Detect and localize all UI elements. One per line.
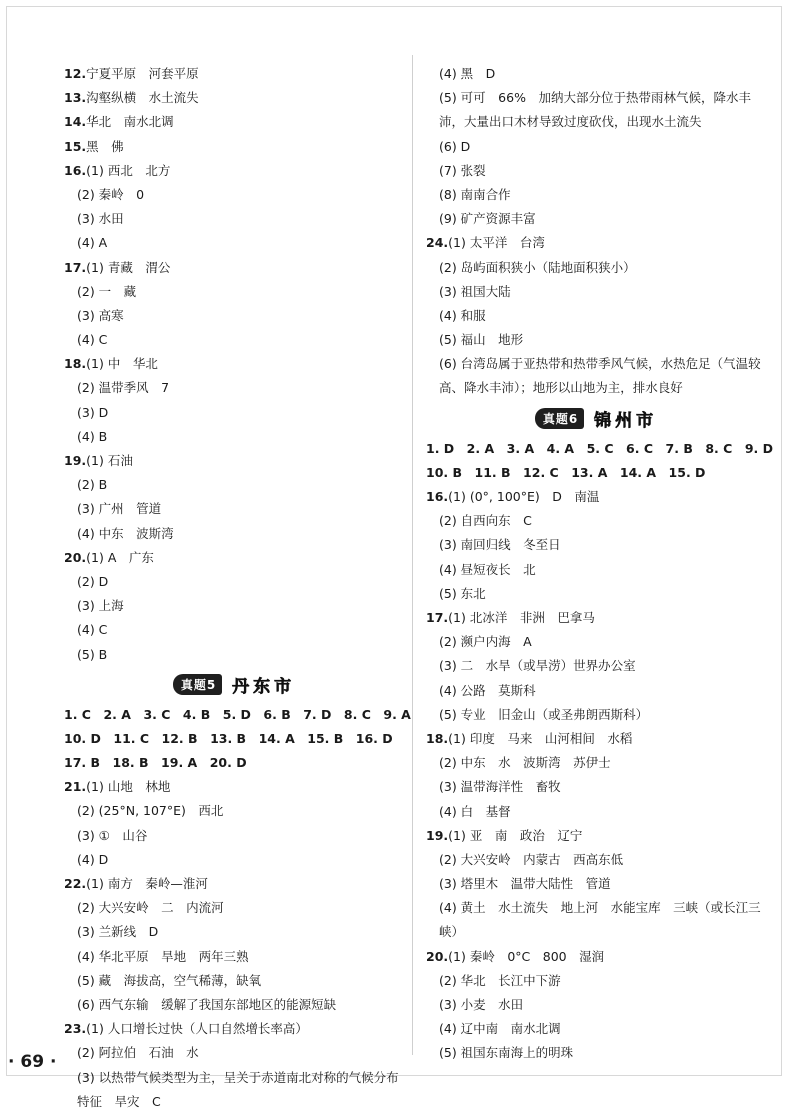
answer-line [426, 993, 766, 1017]
answer-text: (1) 人口增长过快（人口自然增长率高） [86, 1021, 308, 1037]
answer-line [64, 207, 404, 231]
answer-text: 10. B 11. B 12. C 13. A 14. A 15. D [426, 464, 706, 480]
answer-line [426, 703, 766, 727]
answer-text: 华北 南水北调 [86, 114, 174, 130]
question-number: 17. [426, 610, 449, 625]
answer-text: 10. D 11. C 12. B 13. B 14. A 15. B 16. D [64, 730, 393, 746]
answer-text: (2) 秦岭 0 [77, 186, 145, 202]
answer-text: (1) 北冰洋 非洲 巴拿马 [448, 610, 595, 625]
answer-line [426, 969, 766, 993]
answer-line [64, 256, 404, 280]
answer-line [64, 872, 404, 896]
answer-line [426, 183, 766, 207]
answer-line [64, 1041, 404, 1065]
answer-text: (4) 昼短夜长 北 [439, 561, 536, 577]
answer-text: (3) 兰新线 D [77, 924, 159, 940]
answer-text: (3) 祖国大陆 [439, 283, 511, 299]
answer-text: (3) 水田 [77, 211, 124, 227]
answer-line [426, 872, 766, 896]
answer-line [426, 751, 766, 775]
answer-line [64, 546, 404, 570]
answer-line [64, 945, 404, 969]
column-divider [412, 55, 413, 1055]
answer-line [426, 606, 766, 630]
answer-text: (3) 高寒 [77, 307, 124, 323]
answer-line [426, 207, 766, 231]
answer-text: (4) 黑 D [439, 66, 496, 81]
answer-line [426, 654, 766, 678]
answer-line [64, 473, 404, 497]
answer-line [426, 231, 766, 255]
question-number: 15. [64, 138, 87, 154]
answer-text: (4) D [77, 851, 109, 867]
section-city: 丹东市 [232, 677, 296, 698]
answer-line [426, 945, 766, 969]
answer-line [64, 497, 404, 521]
answer-text: (2) 华北 长江中下游 [439, 972, 561, 988]
answer-text: (3) 上海 [77, 598, 124, 614]
question-number: 18. [64, 356, 87, 372]
answer-line [64, 328, 404, 352]
question-number: 24. [426, 235, 449, 251]
answer-line [64, 775, 404, 799]
answer-text: (3) 以热带气候类型为主，呈关于赤道南北对称的气候分布特征 旱灾 C [77, 1069, 399, 1109]
answer-line [426, 280, 766, 304]
answer-text: (5) 可可 66% 加纳大部分位于热带雨林气候，降水丰沛，大量出口木材导致过度砍伐，出现水土流失 [439, 90, 751, 130]
question-number: 19. [64, 453, 87, 468]
answer-text: (2) 大兴安岭 内蒙古 西高东低 [439, 851, 624, 867]
answer-line [64, 425, 404, 449]
answer-line [64, 703, 411, 727]
answer-text: (4) 中东 波斯湾 [77, 525, 174, 541]
page-number: · 69 · [8, 1052, 57, 1072]
answer-line [426, 62, 766, 86]
answer-text: (3) 二 水旱（或旱涝）世界办公室 [439, 658, 636, 674]
answer-line [64, 799, 404, 823]
answer-line [64, 824, 404, 848]
answer-line [64, 352, 404, 376]
question-number: 22. [64, 876, 87, 891]
answer-list-bottom [426, 437, 774, 1066]
answer-text: 宁夏平原 河套平原 [86, 66, 199, 81]
answer-line [426, 727, 766, 751]
answer-text: (5) 福山 地形 [439, 332, 524, 348]
answer-text: (2) 阿拉伯 石油 水 [77, 1045, 199, 1061]
question-number: 16. [426, 489, 449, 505]
answer-text: 沟壑纵横 水土流失 [86, 90, 199, 106]
answer-line [426, 775, 766, 799]
answer-text: (1) 秦岭 0°C 800 湿润 [448, 948, 605, 964]
exam-badge: 真题6 [535, 408, 584, 429]
answer-text: (9) 矿产资源丰富 [439, 211, 536, 227]
answer-line [64, 727, 404, 751]
answer-line [64, 1066, 404, 1114]
answer-text: (2) 中东 水 波斯湾 苏伊士 [439, 755, 611, 771]
answer-line [426, 1017, 766, 1041]
answer-text: (4) A [77, 235, 108, 251]
answer-line [64, 896, 404, 920]
question-number: 12. [64, 66, 87, 81]
answer-line [426, 630, 766, 654]
answer-line [426, 679, 766, 703]
answer-text: (2) 大兴安岭 二 内流河 [77, 900, 224, 916]
question-number: 18. [426, 730, 449, 746]
answer-line [426, 352, 766, 400]
answer-line [64, 183, 404, 207]
answer-text: (4) 辽中南 南水北调 [439, 1021, 561, 1037]
answer-line [426, 304, 766, 328]
answer-text: (3) ① 山谷 [77, 827, 148, 843]
section-header [426, 401, 766, 437]
answer-text: (6) 台湾岛属于亚热带和热带季风气候，水热危足（气温较高、降水丰沛）；地形以山地为主，排水良好 [439, 356, 761, 396]
answer-line [426, 1041, 766, 1065]
answer-text: (1) 南方 秦岭—淮河 [86, 876, 208, 891]
answer-line [64, 618, 404, 642]
answer-line [64, 643, 404, 667]
answer-line [426, 848, 766, 872]
answer-text: (4) C [77, 622, 108, 638]
answer-line [426, 159, 766, 183]
answer-text: (2) (25°N, 107°E) 西北 [77, 803, 224, 819]
answer-text: (3) 小麦 水田 [439, 997, 524, 1013]
question-number: 20. [426, 948, 449, 964]
answer-line [64, 280, 404, 304]
question-number: 21. [64, 779, 87, 795]
answer-text: (2) 温带季风 7 [77, 380, 170, 396]
answer-text: (2) D [77, 573, 109, 589]
answer-line [64, 62, 404, 86]
right-column [426, 62, 774, 1066]
question-number: 19. [426, 827, 449, 843]
answer-text: (1) 青藏 渭公 [86, 259, 171, 275]
answer-line [426, 256, 766, 280]
answer-text: (4) 黄土 水土流失 地上河 水能宝库 三峡（或长江三峡） [439, 900, 761, 940]
answer-text: (3) 南回归线 冬至日 [439, 537, 561, 553]
answer-text: (5) B [77, 646, 108, 662]
answer-text: (1) 石油 [86, 453, 133, 468]
answer-text: (4) 和服 [439, 307, 486, 323]
answer-text: (4) 白 基督 [439, 803, 511, 819]
answer-line [64, 751, 404, 775]
answer-line [426, 896, 766, 944]
answer-text: (8) 南南合作 [439, 186, 511, 202]
answer-text: (1) 中 华北 [86, 356, 158, 372]
answer-line [426, 800, 766, 824]
answer-text: (2) 濒户内海 A [439, 634, 532, 650]
answer-line [64, 110, 404, 134]
answer-text: (1) 亚 南 政治 辽宁 [448, 827, 583, 843]
answer-text: (1) 太平洋 台湾 [448, 235, 545, 251]
answer-line [426, 533, 766, 557]
answer-line [64, 594, 404, 618]
answer-text: (4) 华北平原 旱地 两年三熟 [77, 948, 249, 964]
answer-line [426, 135, 766, 159]
section-city: 锦州市 [594, 411, 658, 432]
answer-text: (4) B [77, 428, 108, 444]
answer-text: 1. D 2. A 3. A 4. A 5. C 6. C 7. B 8. C 9. D [426, 440, 774, 456]
answer-text: 17. B 18. B 19. A 20. D [64, 755, 247, 771]
question-number: 23. [64, 1021, 87, 1037]
answer-text: (5) 祖国东南海上的明珠 [439, 1045, 574, 1061]
question-number: 16. [64, 162, 87, 178]
answer-line [64, 1017, 404, 1041]
answer-text: (2) 自西向东 C [439, 513, 532, 529]
answer-line [426, 509, 766, 533]
answer-text: (5) 东北 [439, 585, 486, 601]
answer-line [426, 461, 766, 485]
answer-text: 黑 佛 [86, 138, 124, 154]
answer-text: (1) (0°, 100°E) D 南温 [448, 489, 600, 505]
answer-line [64, 449, 404, 473]
answer-line [426, 582, 766, 606]
answer-text: (3) 塔里木 温带大陆性 管道 [439, 876, 611, 892]
answer-text: (2) 一 藏 [77, 283, 137, 299]
answer-text: (3) 温带海洋性 畜牧 [439, 779, 561, 795]
answer-line [426, 485, 766, 509]
answer-line [64, 376, 404, 400]
answer-text: (1) A 广东 [86, 549, 154, 565]
answer-text: (2) 岛屿面积狭小（陆地面积狭小） [439, 259, 636, 275]
answer-line [64, 969, 404, 993]
answer-text: (1) 印度 马来 山河相间 水稻 [448, 730, 633, 746]
answer-text: (3) D [77, 404, 109, 420]
answer-list-bottom [64, 703, 411, 1114]
answer-list-top [426, 62, 766, 401]
answer-line [64, 304, 404, 328]
answer-line [64, 570, 404, 594]
answer-text: (6) 西气东输 缓解了我国东部地区的能源短缺 [77, 996, 337, 1012]
left-column [64, 62, 411, 1114]
answer-line [64, 993, 404, 1017]
answer-line [426, 328, 766, 352]
answer-list-top [64, 62, 404, 667]
answer-line [426, 558, 766, 582]
answer-text: (1) 山地 林地 [86, 779, 171, 795]
answer-text: (2) B [77, 477, 108, 493]
answer-line [64, 848, 404, 872]
answer-line [64, 920, 404, 944]
question-number: 13. [64, 90, 87, 106]
answer-line [426, 86, 766, 134]
section-header [64, 667, 404, 703]
exam-badge: 真题5 [173, 674, 222, 695]
question-number: 17. [64, 259, 87, 275]
answer-line [64, 401, 404, 425]
answer-line [64, 159, 404, 183]
answer-line [426, 437, 774, 461]
question-number: 20. [64, 549, 87, 565]
answer-line [64, 135, 404, 159]
answer-text: (4) 公路 莫斯科 [439, 682, 536, 698]
answer-line [64, 86, 404, 110]
answer-text: (4) C [77, 332, 108, 348]
answer-text: (5) 藏 海拔高，空气稀薄，缺氧 [77, 972, 262, 988]
question-number: 14. [64, 114, 87, 130]
answer-text: (7) 张裂 [439, 162, 486, 178]
answer-line [64, 231, 404, 255]
answer-text: 1. C 2. A 3. C 4. B 5. D 6. B 7. D 8. C 9. A [64, 706, 411, 722]
answer-text: (5) 专业 旧金山（或圣弗朗西斯科） [439, 706, 649, 722]
answer-text: (6) D [439, 138, 471, 154]
answer-text: (3) 广州 管道 [77, 501, 162, 517]
answer-line [426, 824, 766, 848]
answer-text: (1) 西北 北方 [86, 162, 171, 178]
answer-line [64, 522, 404, 546]
